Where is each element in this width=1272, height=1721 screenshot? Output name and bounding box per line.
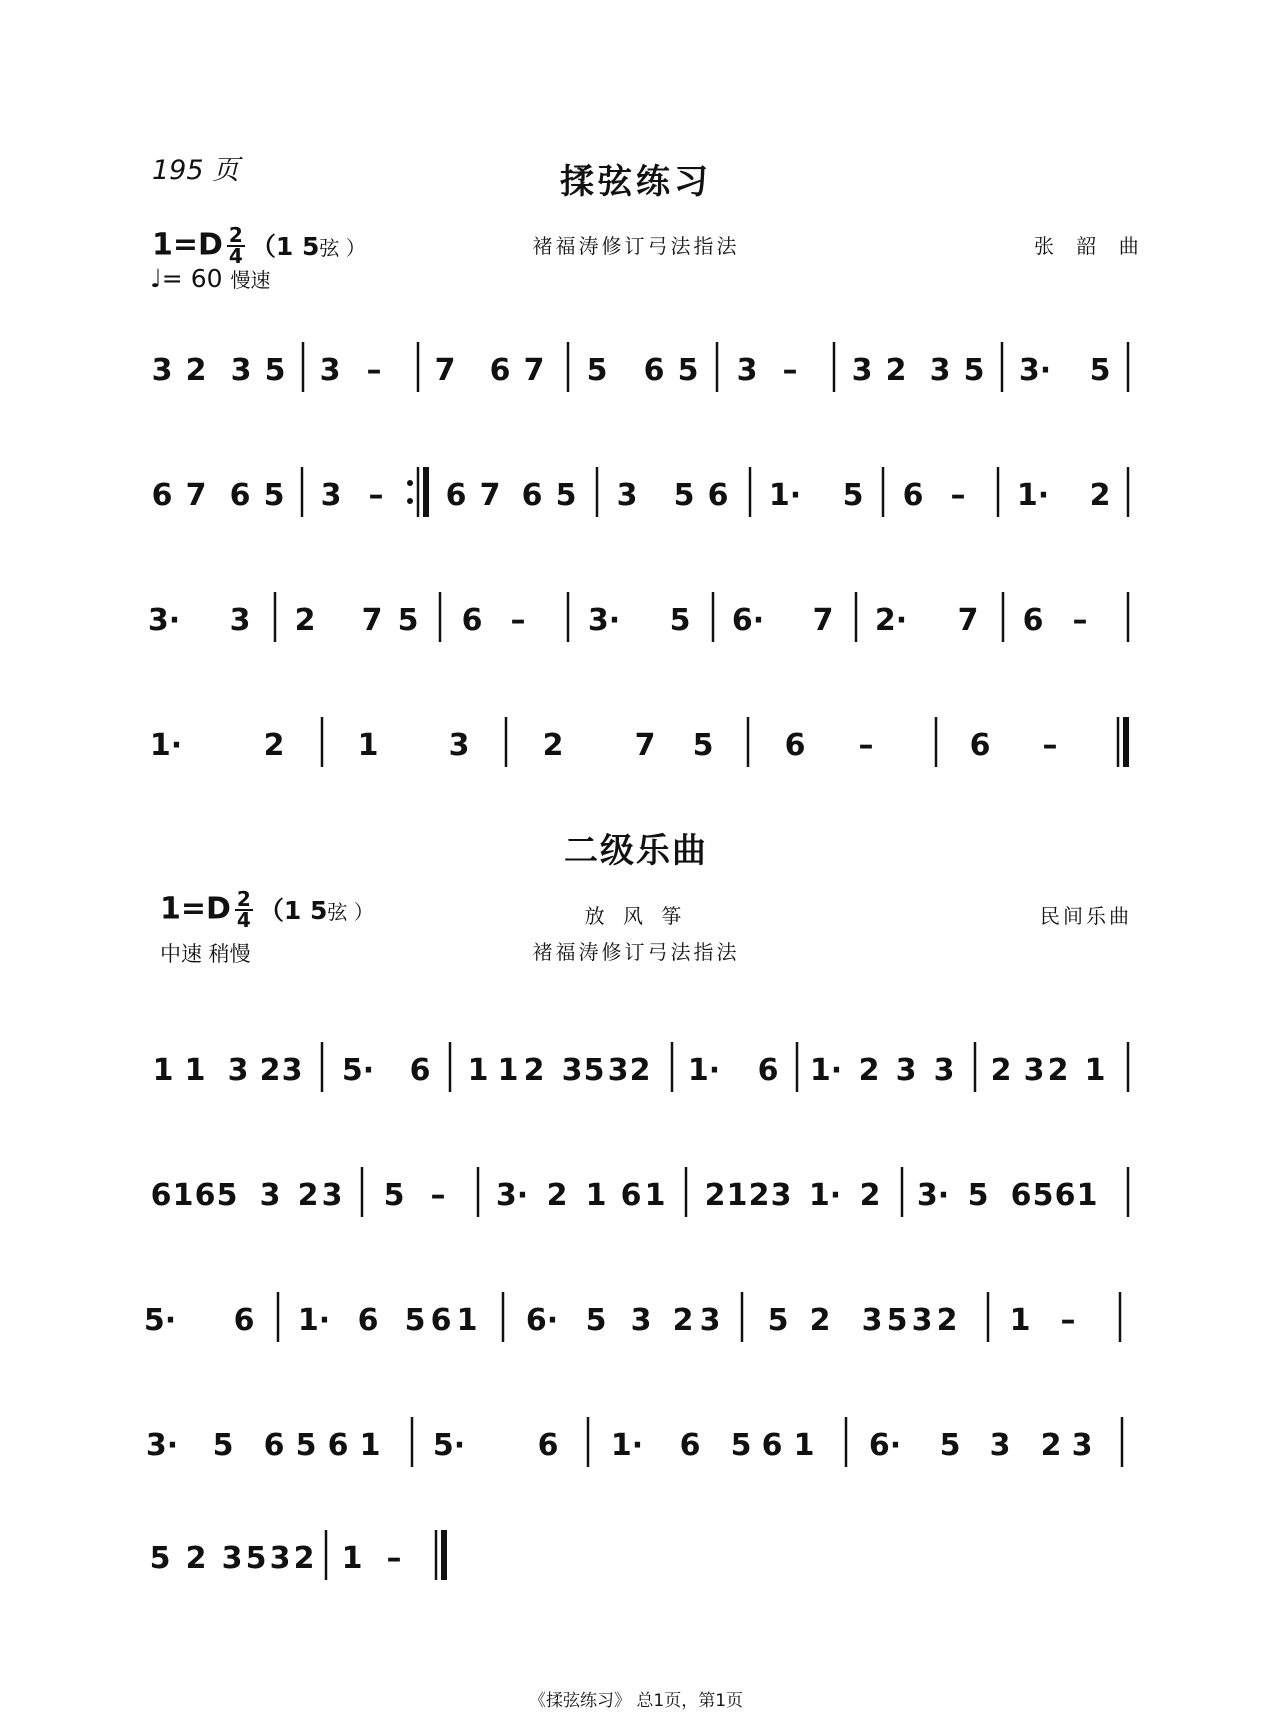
note: 5	[264, 353, 286, 388]
staff-line	[0, 1155, 1272, 1235]
note: 1	[172, 1178, 194, 1213]
note: 7	[479, 478, 501, 513]
note: 2	[1089, 478, 1111, 513]
dash-note: –	[1042, 728, 1058, 763]
note: 6	[229, 478, 251, 513]
note: 3·	[145, 1428, 179, 1463]
note: 1	[585, 1178, 607, 1213]
note: 7	[185, 478, 207, 513]
note: 3·	[1018, 353, 1052, 388]
note: 5	[1032, 1178, 1054, 1213]
staff-line	[0, 705, 1272, 785]
note: 2	[185, 1541, 207, 1576]
note: 1	[184, 1053, 206, 1088]
note: 5	[677, 353, 699, 388]
note: 6·	[525, 1303, 559, 1338]
note: 2	[297, 1178, 319, 1213]
note: 3	[851, 353, 873, 388]
note: 1	[1009, 1303, 1031, 1338]
note: 6	[537, 1428, 559, 1463]
note: 3·	[587, 603, 621, 638]
note: 1	[644, 1178, 666, 1213]
note: 3	[933, 1053, 955, 1088]
note: 5	[216, 1178, 238, 1213]
note: 6	[445, 478, 467, 513]
note: 5	[585, 1303, 607, 1338]
note: 5·	[341, 1053, 375, 1088]
note: 5	[295, 1428, 317, 1463]
tempo-marking-2: 中速 稍慢	[160, 942, 251, 966]
composer-2: 民间乐曲	[1040, 904, 1132, 928]
note: 3	[895, 1053, 917, 1088]
note: 5	[263, 478, 285, 513]
note: 2	[885, 353, 907, 388]
staff-line	[0, 1280, 1272, 1360]
note: 7	[523, 353, 545, 388]
page-number: 195 页	[152, 155, 240, 186]
note: 3	[989, 1428, 1011, 1463]
note: 6	[409, 1053, 431, 1088]
note: 2	[185, 353, 207, 388]
note: 6	[357, 1303, 379, 1338]
note: 2	[859, 1178, 881, 1213]
note: 6	[263, 1428, 285, 1463]
note: 6	[707, 478, 729, 513]
note: 1	[467, 1053, 489, 1088]
note: 5	[1089, 353, 1111, 388]
dash-note: –	[1072, 603, 1088, 638]
note: 1·	[808, 1178, 842, 1213]
dash-note: –	[782, 353, 798, 388]
note: 3	[630, 1303, 652, 1338]
time-signature: $\frac{2}{4}$	[236, 887, 251, 932]
section-title: 二级乐曲	[564, 831, 708, 871]
note: 3·	[495, 1178, 529, 1213]
note: 1	[357, 728, 379, 763]
note: 6	[902, 478, 924, 513]
note: 3·	[147, 603, 181, 638]
note: 2	[809, 1303, 831, 1338]
note: 3	[1023, 1053, 1045, 1088]
note: 2	[293, 1541, 315, 1576]
note: 6	[1022, 603, 1044, 638]
note: 6	[643, 353, 665, 388]
dash-note: –	[510, 603, 526, 638]
edition-note-1: 褚福涛修订弓法指法	[532, 234, 740, 258]
note: 5·	[432, 1428, 466, 1463]
page-footer: 《揉弦练习》 总1页，第1页	[528, 1691, 744, 1711]
song-title: 放 风 筝	[584, 904, 688, 928]
note: 5	[404, 1303, 426, 1338]
staff-line	[0, 1030, 1272, 1110]
dash-note: –	[430, 1178, 446, 1213]
note: 2	[672, 1303, 694, 1338]
dash-note: –	[366, 353, 382, 388]
note: 6	[679, 1428, 701, 1463]
note: 2	[546, 1178, 568, 1213]
time-signature: $\frac{2}{4}$	[228, 223, 243, 268]
note: 5	[842, 478, 864, 513]
note: 5	[963, 353, 985, 388]
note: 1	[456, 1303, 478, 1338]
note: 1·	[687, 1053, 721, 1088]
page-title: 揉弦练习	[560, 162, 712, 202]
key-label: 1=D	[152, 227, 223, 263]
dash-note: –	[386, 1541, 402, 1576]
note: 5	[967, 1178, 989, 1213]
note: 6	[327, 1428, 349, 1463]
key-label: 1=D	[160, 891, 231, 927]
note: 7	[361, 603, 383, 638]
note: 2	[263, 728, 285, 763]
note: 7	[812, 603, 834, 638]
note: 3	[616, 478, 638, 513]
note: 5	[939, 1428, 961, 1463]
note: 3	[561, 1053, 583, 1088]
note: 5	[383, 1178, 405, 1213]
note: 3	[699, 1303, 721, 1338]
string-spec: （1 5弦 ）	[258, 895, 374, 925]
note: 6	[461, 603, 483, 638]
note: 7	[434, 353, 456, 388]
note: 6	[233, 1303, 255, 1338]
repeat-dot	[407, 498, 413, 504]
note: 1	[359, 1428, 381, 1463]
note: 6	[1054, 1178, 1076, 1213]
note: 3·	[916, 1178, 950, 1213]
note: 5	[583, 1053, 605, 1088]
edition-note-2: 褚福涛修订弓法指法	[532, 940, 740, 964]
note: 1	[726, 1178, 748, 1213]
note: 1	[497, 1053, 519, 1088]
repeat-dot	[407, 480, 413, 486]
note: 3	[448, 728, 470, 763]
note: 3	[736, 353, 758, 388]
note: 3	[1071, 1428, 1093, 1463]
note: 5·	[143, 1303, 177, 1338]
note: 1	[1084, 1053, 1106, 1088]
quarter-note-icon: ♩	[150, 264, 162, 293]
note: 3	[229, 603, 251, 638]
staff-line	[0, 1518, 1272, 1598]
note: 6	[521, 478, 543, 513]
note: 6	[784, 728, 806, 763]
note: 7	[634, 728, 656, 763]
note: 2	[858, 1053, 880, 1088]
dash-note: –	[950, 478, 966, 513]
staff-line	[0, 580, 1272, 660]
note: 3	[230, 353, 252, 388]
note: 2	[704, 1178, 726, 1213]
note: 1	[341, 1541, 363, 1576]
note: 6	[194, 1178, 216, 1213]
note: 6	[620, 1178, 642, 1213]
note: 3	[911, 1303, 933, 1338]
note: 1·	[809, 1053, 843, 1088]
note: 6·	[731, 603, 765, 638]
tempo-marking-1: ♩= 60 慢速	[150, 264, 271, 293]
note: 1·	[297, 1303, 331, 1338]
note: 3	[321, 1178, 343, 1213]
note: 1	[152, 1053, 174, 1088]
composer-1: 张 韶 曲	[1034, 234, 1147, 258]
note: 3	[770, 1178, 792, 1213]
note: 6	[489, 353, 511, 388]
note: 5	[886, 1303, 908, 1338]
note: 3	[151, 353, 173, 388]
note: 6	[969, 728, 991, 763]
note: 6	[150, 1178, 172, 1213]
note: 3	[269, 1541, 291, 1576]
note: 5	[212, 1428, 234, 1463]
note: 5	[245, 1541, 267, 1576]
note: 1·	[610, 1428, 644, 1463]
note: 3	[281, 1053, 303, 1088]
note: 5	[767, 1303, 789, 1338]
staff-line	[0, 455, 1272, 535]
note: 3	[929, 353, 951, 388]
staff-line	[0, 1405, 1272, 1485]
note: 5	[555, 478, 577, 513]
note: 5	[397, 603, 419, 638]
note: 3	[259, 1178, 281, 1213]
note: 1	[793, 1428, 815, 1463]
note: 5	[586, 353, 608, 388]
note: 2	[936, 1303, 958, 1338]
string-spec: （1 5弦 ）	[250, 231, 366, 261]
note: 5	[730, 1428, 752, 1463]
note: 1·	[149, 728, 183, 763]
note: 2	[1047, 1053, 1069, 1088]
note: 3	[861, 1303, 883, 1338]
note: 5	[692, 728, 714, 763]
note: 3	[227, 1053, 249, 1088]
note: 1	[1076, 1178, 1098, 1213]
note: 5	[669, 603, 691, 638]
note: 2	[523, 1053, 545, 1088]
note: 2	[259, 1053, 281, 1088]
dash-note: –	[858, 728, 874, 763]
note: 6·	[868, 1428, 902, 1463]
dash-note: –	[1060, 1303, 1076, 1338]
note: 6	[151, 478, 173, 513]
note: 1·	[1016, 478, 1050, 513]
note: 6	[430, 1303, 452, 1338]
note: 2	[542, 728, 564, 763]
note: 5	[149, 1541, 171, 1576]
note: 6	[761, 1428, 783, 1463]
note: 6	[757, 1053, 779, 1088]
note: 2	[990, 1053, 1012, 1088]
note: 1·	[768, 478, 802, 513]
note: 3	[319, 353, 341, 388]
note: 2	[1040, 1428, 1062, 1463]
note: 2	[629, 1053, 651, 1088]
note: 7	[957, 603, 979, 638]
note: 2	[294, 603, 316, 638]
note: 5	[673, 478, 695, 513]
note: 3	[607, 1053, 629, 1088]
note: 2·	[874, 603, 908, 638]
note: 6	[1010, 1178, 1032, 1213]
note: 3	[221, 1541, 243, 1576]
note: 2	[748, 1178, 770, 1213]
note: 3	[320, 478, 342, 513]
dash-note: –	[368, 478, 384, 513]
staff-line	[0, 330, 1272, 410]
